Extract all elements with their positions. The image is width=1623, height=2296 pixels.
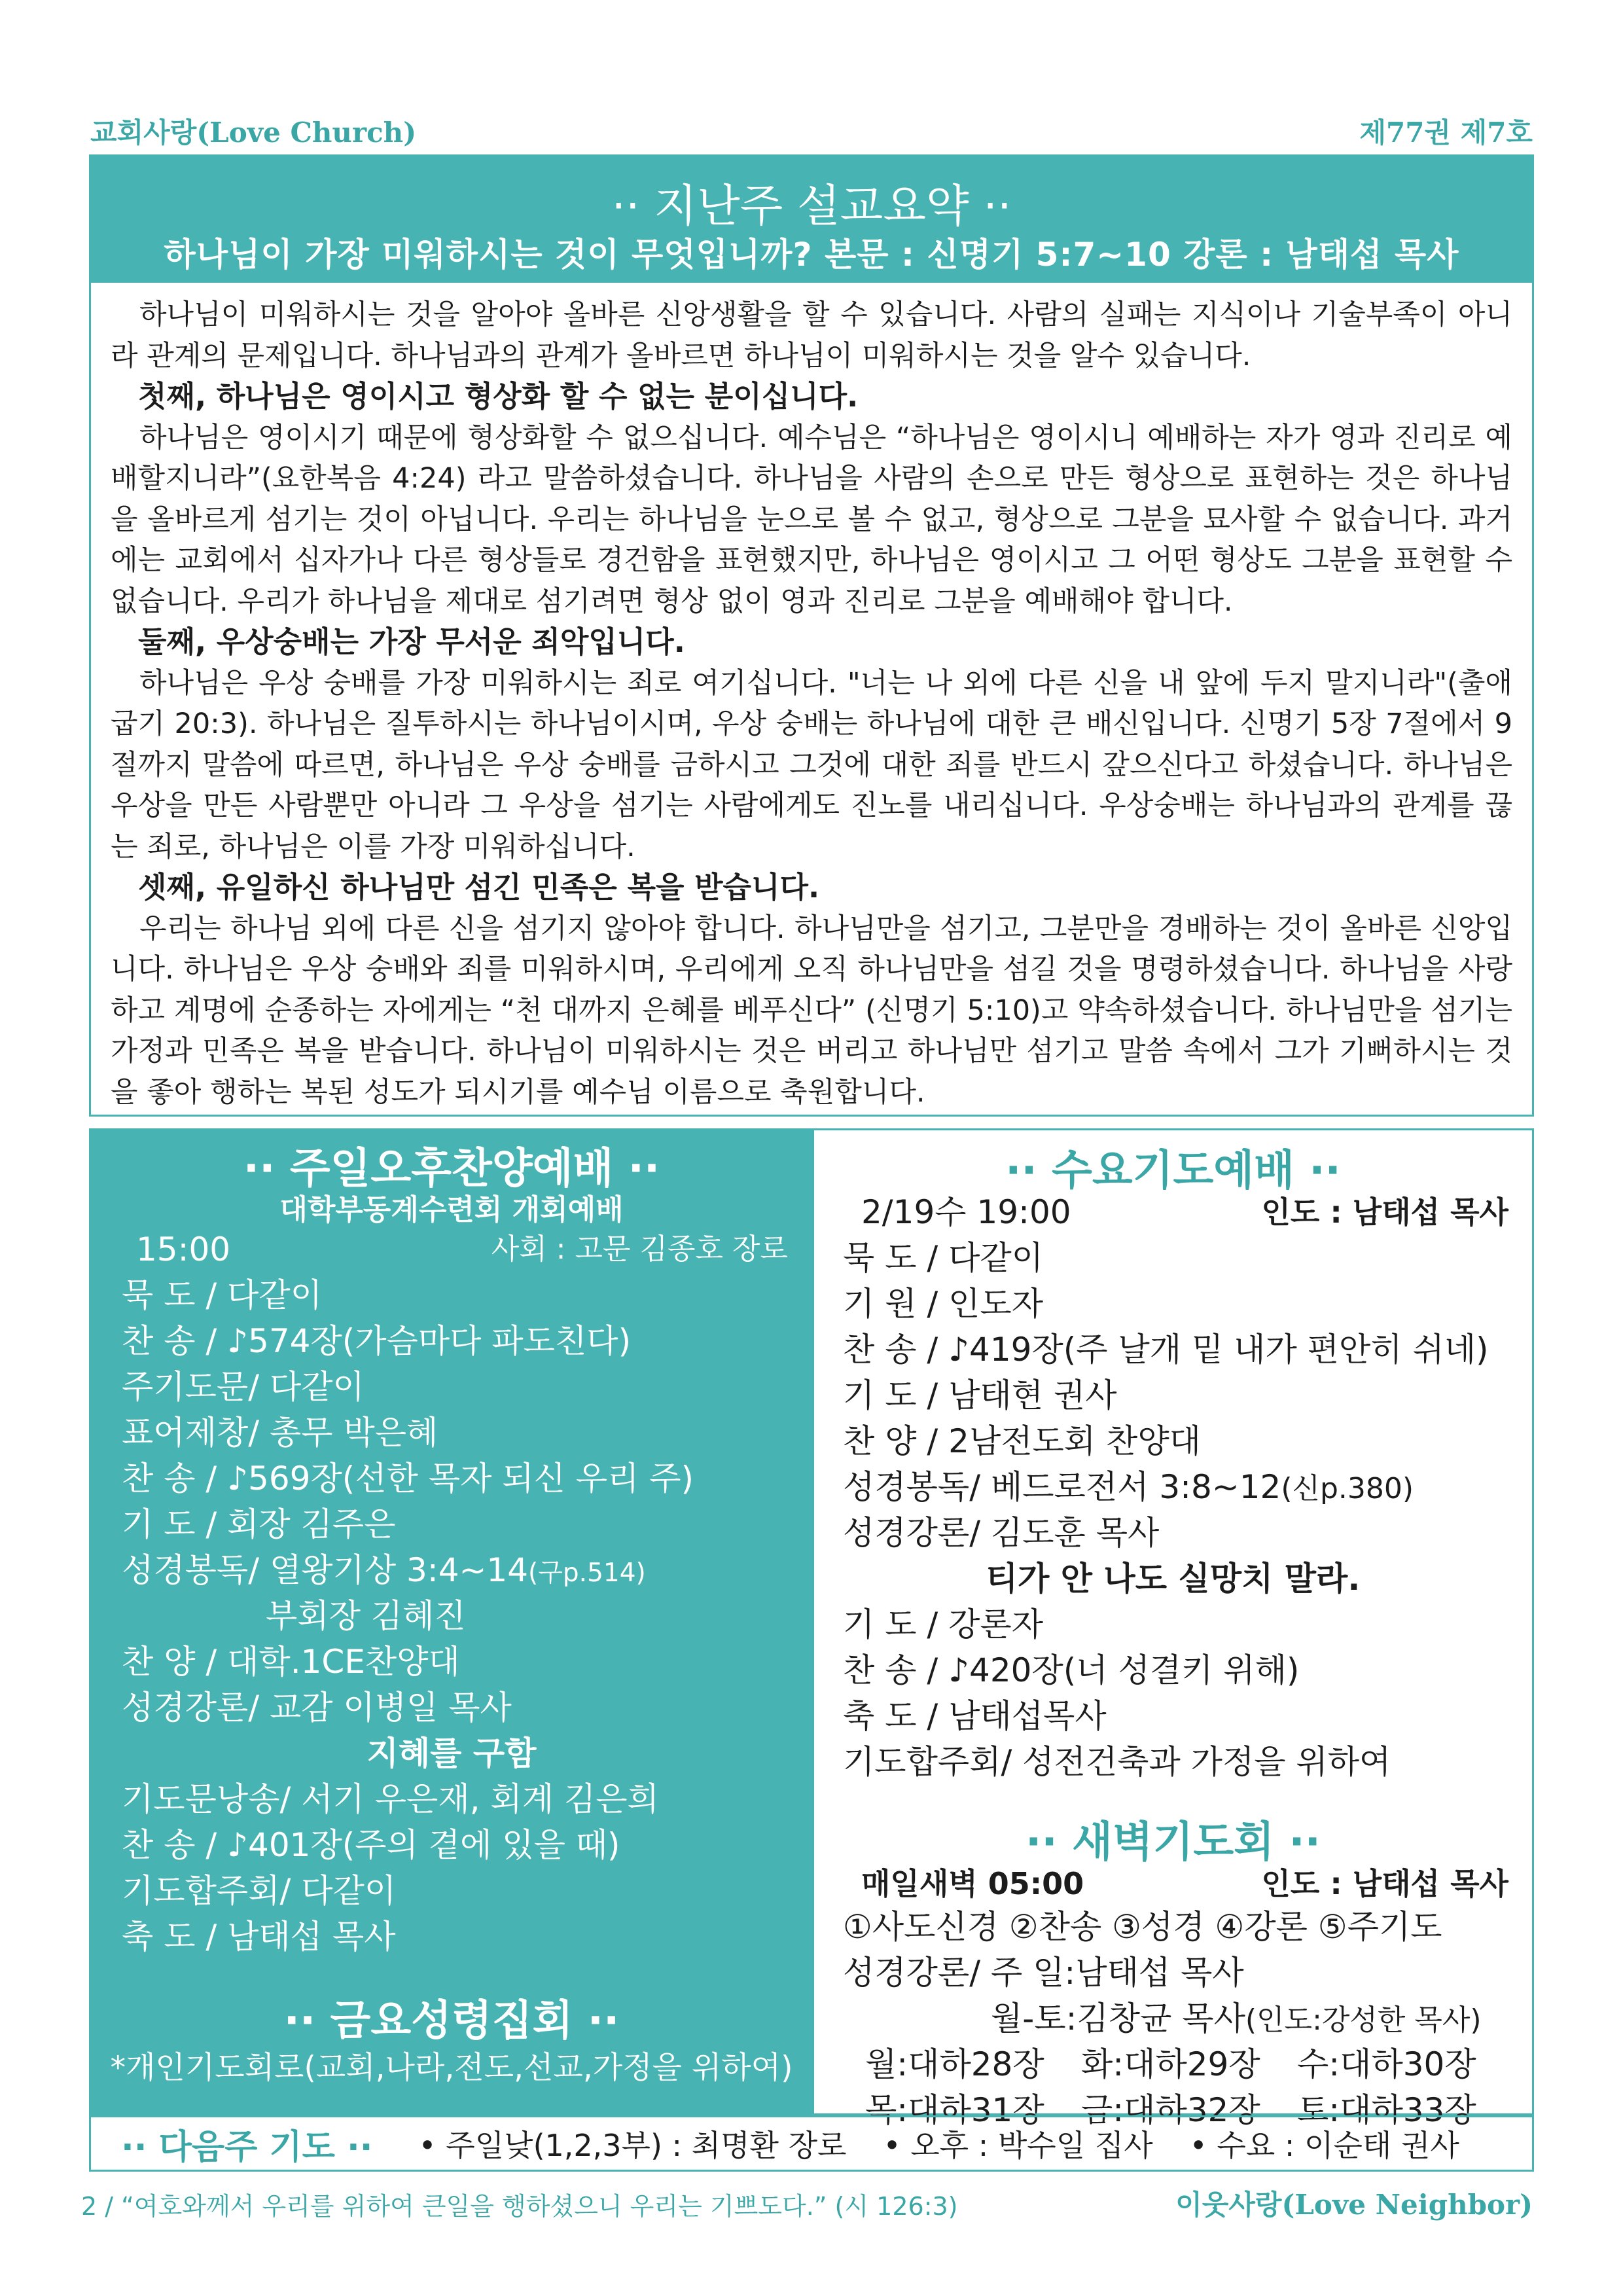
sunday-pm-item: 축 도 / 남태섭 목사 — [122, 1918, 396, 1956]
dawn-monday: 월:대하28장 — [865, 2045, 1044, 2083]
dawn-weekday-leader: (인도:강성한 목사) — [1245, 2003, 1482, 2037]
dawn-time-row — [814, 1863, 1532, 1904]
wednesday-time-row — [814, 1189, 1532, 1235]
next-week-afternoon: • 오후 : 박수일 집사 — [883, 2128, 1153, 2163]
sunday-pm-title: ·· 주일오후찬양예배 ·· — [243, 1145, 660, 1193]
next-week-title: ·· 다음주 기도 ·· — [121, 2127, 373, 2167]
wednesday-item: 찬 양 / 2남전도회 찬양대 — [843, 1422, 1201, 1460]
wednesday-service — [814, 1128, 1534, 2129]
wednesday-title: ·· 수요기도예배 ·· — [1005, 1147, 1341, 1195]
wednesday-reading-page: (신p.380) — [1281, 1472, 1414, 1505]
sunday-pm-host: 사회 : 고문 김종호 장로 — [491, 1232, 788, 1266]
dawn-thursday: 목:대하31장 — [865, 2091, 1044, 2129]
sunday-pm-item: 찬 송 / ♪401장(주의 곁에 있을 때) — [122, 1826, 620, 1864]
sunday-pm-item: 찬 송 / ♪574장(가슴마다 파도친다) — [122, 1322, 632, 1360]
sunday-pm-item: 표어제창/ 총무 박은혜 — [122, 1414, 438, 1452]
issue-number: 제77권 제7호 — [1359, 117, 1533, 149]
wednesday-leader: 인도 : 남태섭 목사 — [1261, 1194, 1508, 1230]
dawn-wednesday: 수:대하30장 — [1297, 2045, 1476, 2083]
dawn-title: ·· 새벽기도회 ·· — [1026, 1818, 1321, 1867]
sermon-point-2-heading: 둘째, 우상숭배는 가장 무서운 죄악입니다. — [138, 624, 685, 659]
sunday-pm-item: 주기도문/ 다같이 — [122, 1368, 365, 1406]
sermon-section-title: ·· 지난주 설교요약 ·· — [611, 181, 1012, 232]
wednesday-item: 찬 송 / ♪419장(주 날개 밑 내가 편안히 쉬네) — [843, 1331, 1489, 1369]
sunday-pm-reading-page: (구p.514) — [528, 1558, 646, 1588]
sunday-pm-item: 찬 양 / 대학.1CE찬양대 — [122, 1643, 460, 1681]
dawn-item — [814, 1996, 1532, 2041]
sunday-afternoon-service — [89, 1128, 814, 2115]
sunday-pm-item: 찬 송 / ♪569장(선한 목자 되신 우리 주) — [122, 1460, 694, 1498]
wednesday-item: 묵 도 / 다같이 — [843, 1239, 1044, 1277]
sunday-pm-sermon-title: 지혜를 구함 — [366, 1734, 537, 1772]
dawn-saturday: 토:대하33장 — [1297, 2091, 1476, 2129]
dawn-schedule-row-1 — [814, 2041, 1532, 2087]
wednesday-date: 2/19수 19:00 — [861, 1193, 1071, 1231]
wednesday-sermon-title: 티가 안 나도 실망치 말라. — [986, 1560, 1361, 1598]
sermon-header — [91, 156, 1532, 283]
church-name: 교회사랑(Love Church) — [90, 117, 417, 149]
sermon-subtitle: 하나님이 가장 미워하시는 것이 무엇입니까? 본문 : 신명기 5:7~10 강론 : 남태섭 목사 — [164, 236, 1459, 274]
wednesday-item: 기도합주회/ 성전건축과 가정을 위하여 — [843, 1743, 1391, 1781]
sunday-pm-item: 기 도 / 회장 김주은 — [122, 1505, 396, 1543]
dawn-tuesday: 화:대하29장 — [1081, 2045, 1260, 2083]
dawn-leader: 인도 : 남태섭 목사 — [1261, 1866, 1508, 1901]
next-week-wednesday: • 수요 : 이순태 권사 — [1189, 2128, 1459, 2163]
sermon-point-1-body: 하나님은 영이시기 때문에 형상화할 수 없으십니다. 예수님은 “하나님은 영이시니 예배하는 자가 영과 진리로 예배할지니라”(요한복음 4:24) 라고 말씀하셨습니다. 하나님을 사람의 손으로 만든 형상으로 표현하는 것은 하나님을 올바르게 섬기는 것이 아닙니다. 우리는 하나님을 눈으로 볼 수 없고, 형상으로 그분을 묘사할 수 없습니다. 과거에는 교회에서 십자가나 다른 형상들로 경건함을 표현했지만, 하나님은 영이시고 그 어떤 형상도 그분을 표현할 수 없습니다. 우리가 하나님을 제대로 섬기려면 형상 없이 영과 진리로 그분을 예배해야 합니다. — [111, 421, 1512, 618]
friday-title: ·· 금요성령집회 ·· — [283, 1997, 620, 2045]
sermon-point-3-heading: 셋째, 유일하신 하나님만 섬긴 민족은 복을 받습니다. — [138, 870, 820, 905]
wednesday-item: 기 도 / 강론자 — [843, 1605, 1044, 1643]
sunday-pm-reading: 성경봉독/ 열왕기상 3:4~14 — [122, 1551, 529, 1589]
sunday-pm-item — [89, 1547, 814, 1593]
sermon-point-2-body: 하나님은 우상 숭배를 가장 미워하시는 죄로 여기십니다. "너는 나 외에 다른 신을 내 앞에 두지 말지니라"(출애굽기 20:3). 하나님은 질투하시는 하나님이시며, 우상 숭배는 하나님에 대한 큰 배신입니다. 신명기 5장 7절에서 9절까지 말씀에 따르면, 하나님은 우상 숭배를 금하시고 그것에 대한 죄를 반드시 갚으신다고 하셨습니다. 하나님은 우상을 만든 사람뿐만 아니라 그 우상을 섬기는 사람에게도 진노를 내리십니다. 우상숭배는 하나님과의 관계를 끊는 죄로, 하나님은 이를 가장 미워하십니다. — [111, 666, 1512, 863]
sermon-intro: 하나님이 미워하시는 것을 알아야 올바른 신앙생활을 할 수 있습니다. 사람의 실패는 지식이나 기술부족이 아니라 관계의 문제입니다. 하나님과의 관계가 올바르면 하나님이 미워하시는 것을 알수 있습니다. — [111, 298, 1512, 372]
dawn-weekday-preacher: 월-토:김창균 목사 — [991, 2000, 1245, 2037]
page-footer-verse: 2 / “여호와께서 우리를 위하여 큰일을 행하셨으니 우리는 기쁘도다.” (시 126:3) — [81, 2192, 958, 2221]
sunday-pm-time: 15:00 — [136, 1230, 231, 1268]
page-footer-motto: 이웃사랑(Love Neighbor) — [1175, 2189, 1533, 2221]
next-week-sunday: • 주일낮(1,2,3부) : 최명환 장로 — [418, 2128, 847, 2163]
wednesday-item: 기 원 / 인도자 — [843, 1285, 1044, 1323]
sermon-body — [91, 283, 1532, 1113]
sunday-pm-item: 기도문낭송/ 서기 우은재, 회계 김은희 — [122, 1780, 659, 1818]
wednesday-item: 축 도 / 남태섭목사 — [843, 1697, 1107, 1735]
sunday-pm-item: 성경강론/ 교감 이병일 목사 — [122, 1689, 512, 1727]
next-week-prayer-bar — [89, 2115, 1534, 2172]
sunday-pm-subtitle: 대학부동계수련회 개회예배 — [279, 1193, 624, 1227]
wednesday-reading: 성경봉독/ 베드로전서 3:8~12 — [843, 1468, 1281, 1506]
sermon-point-3-body: 우리는 하나님 외에 다른 신을 섬기지 않아야 합니다. 하나님만을 섬기고, 그분만을 경배하는 것이 올바른 신앙입니다. 하나님은 우상 숭배와 죄를 미워하시며, 우리에게 오직 하나님만을 섬길 것을 명령하셨습니다. 하나님을 사랑하고 계명에 순종하는 자에게는 “천 대까지 은혜를 베푸신다” (신명기 5:10)고 약속하셨습니다. 하나님만을 섬기는 가정과 민족은 복을 받습니다. 하나님이 미워하시는 것은 버리고 하나님만 섬기고 말씀 속에서 그가 기뻐하시는 것을 좋아 행하는 복된 성도가 되시기를 예수님 이름으로 축원합니다. — [111, 912, 1512, 1109]
friday-note: *개인기도회로(교회,나라,전도,선교,가정을 위하여) — [110, 2050, 793, 2086]
dawn-item: 성경강론/ 주 일:남태섭 목사 — [843, 1954, 1244, 1992]
sunday-pm-item: 기도합주회/ 다같이 — [122, 1872, 397, 1910]
wednesday-item: 기 도 / 남태현 권사 — [843, 1376, 1117, 1414]
sunday-pm-item: 부회장 김혜진 — [266, 1597, 466, 1635]
sunday-pm-time-row — [89, 1227, 814, 1272]
sermon-summary-box — [89, 154, 1534, 1117]
sermon-point-1-heading: 첫째, 하나님은 영이시고 형상화 할 수 없는 분이십니다. — [138, 379, 859, 414]
sunday-pm-item: 묵 도 / 다같이 — [122, 1276, 323, 1314]
dawn-order: ①사도신경 ②찬송 ③성경 ④강론 ⑤주기도 — [843, 1908, 1442, 1946]
wednesday-item: 찬 송 / ♪420장(너 성결키 위해) — [843, 1651, 1300, 1689]
wednesday-item: 성경강론/ 김도훈 목사 — [843, 1514, 1160, 1552]
dawn-time: 매일새벽 05:00 — [861, 1866, 1084, 1901]
wednesday-item — [814, 1464, 1532, 1510]
dawn-friday: 금:대하32장 — [1081, 2091, 1260, 2129]
